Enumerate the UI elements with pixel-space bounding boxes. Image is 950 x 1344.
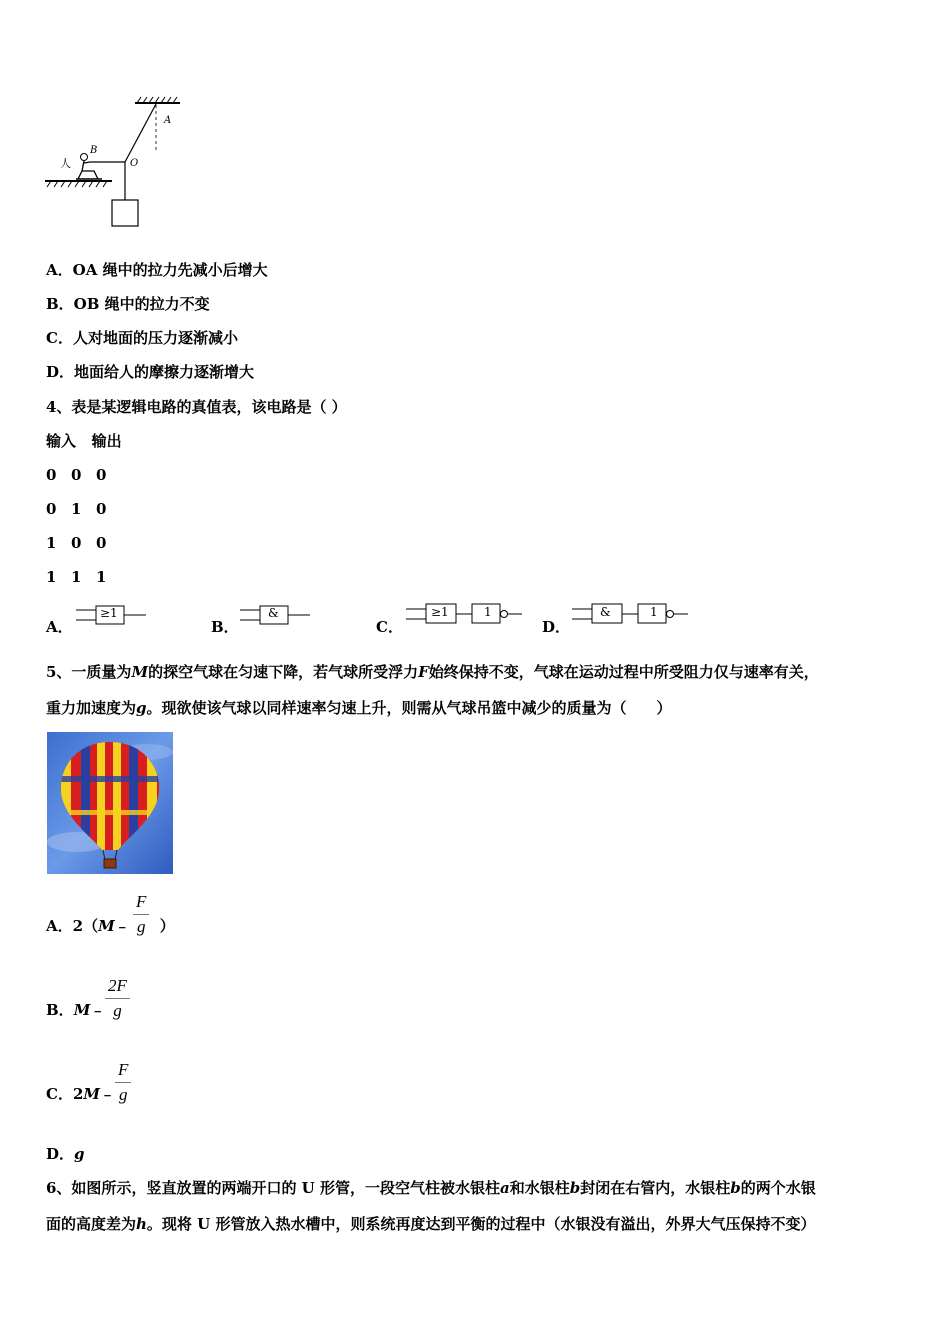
label-b: B xyxy=(90,145,98,156)
and-gate-symbol: & xyxy=(268,606,279,620)
q5-stem-line2: 重力加速度为g。现欲使该气球以同样速率匀速上升，则需从气球吊篮中减少的质量为（ ） xyxy=(46,699,672,717)
q5-stem-line1: 5、一质量为M的探空气球在匀速下降，若气球所受浮力F始终保持不变，气球在运动过程中所受阻力仅与速率有关， xyxy=(46,663,819,681)
q5-option-b-fraction: 2F g xyxy=(105,976,130,1021)
q4-option-c-label: C． xyxy=(376,618,403,636)
q4-option-d-label: D． xyxy=(542,618,571,636)
q5-option-c-fraction: F g xyxy=(115,1060,131,1105)
q4-option-a-label: A． xyxy=(46,618,73,636)
truth-table-header: 输入 输出 xyxy=(46,432,122,450)
or-gate-symbol: ≥1 xyxy=(100,606,118,620)
q5-option-b: B．M﹣ xyxy=(46,1001,106,1019)
q3-option-c: C．人对地面的压力逐渐减小 xyxy=(46,329,238,347)
nor-gate-icon xyxy=(406,602,524,626)
label-o: O xyxy=(130,158,139,169)
nor-gate-or-symbol: ≥1 xyxy=(431,605,449,619)
q4-stem: 4、表是某逻辑电路的真值表，该电路是（ ） xyxy=(46,398,347,416)
q3-option-d: D．地面给人的摩擦力逐渐增大 xyxy=(46,363,255,381)
nand-gate-and-symbol: & xyxy=(600,605,611,619)
q5-option-d: D．g xyxy=(46,1145,85,1163)
q6-stem-line2: 面的高度差为h。现将 U 形管放入热水槽中，则系统再度达到平衡的过程中（水银没有溢出，外界大气压保持不变） xyxy=(46,1215,816,1233)
truth-table-row: 1 0 0 xyxy=(46,534,107,552)
truth-table-row: 1 1 1 xyxy=(46,568,107,586)
truth-table-row: 0 0 0 xyxy=(46,466,107,484)
q5-option-c: C．2M﹣ xyxy=(46,1085,116,1103)
q6-stem-line1: 6、如图所示，竖直放置的两端开口的 U 形管，一段空气柱被水银柱a和水银柱b封闭在右管内，水银柱b的两个水银 xyxy=(46,1179,816,1197)
nor-gate-not-symbol: 1 xyxy=(484,605,492,619)
nand-gate-icon xyxy=(572,602,690,626)
nand-gate-not-symbol: 1 xyxy=(650,605,658,619)
q3-option-a: A．OA 绳中的拉力先减小后增大 xyxy=(46,261,268,279)
hot-air-balloon-image xyxy=(47,732,173,874)
q5-option-a: A．2（M﹣ ） xyxy=(46,917,175,935)
q3-option-b: B．OB 绳中的拉力不变 xyxy=(46,295,210,313)
label-a: A xyxy=(164,115,172,126)
q4-option-b-label: B． xyxy=(211,618,239,636)
q5-option-a-fraction: F g xyxy=(133,892,149,937)
truth-table-row: 0 1 0 xyxy=(46,500,107,518)
label-person: 人 xyxy=(60,157,71,170)
